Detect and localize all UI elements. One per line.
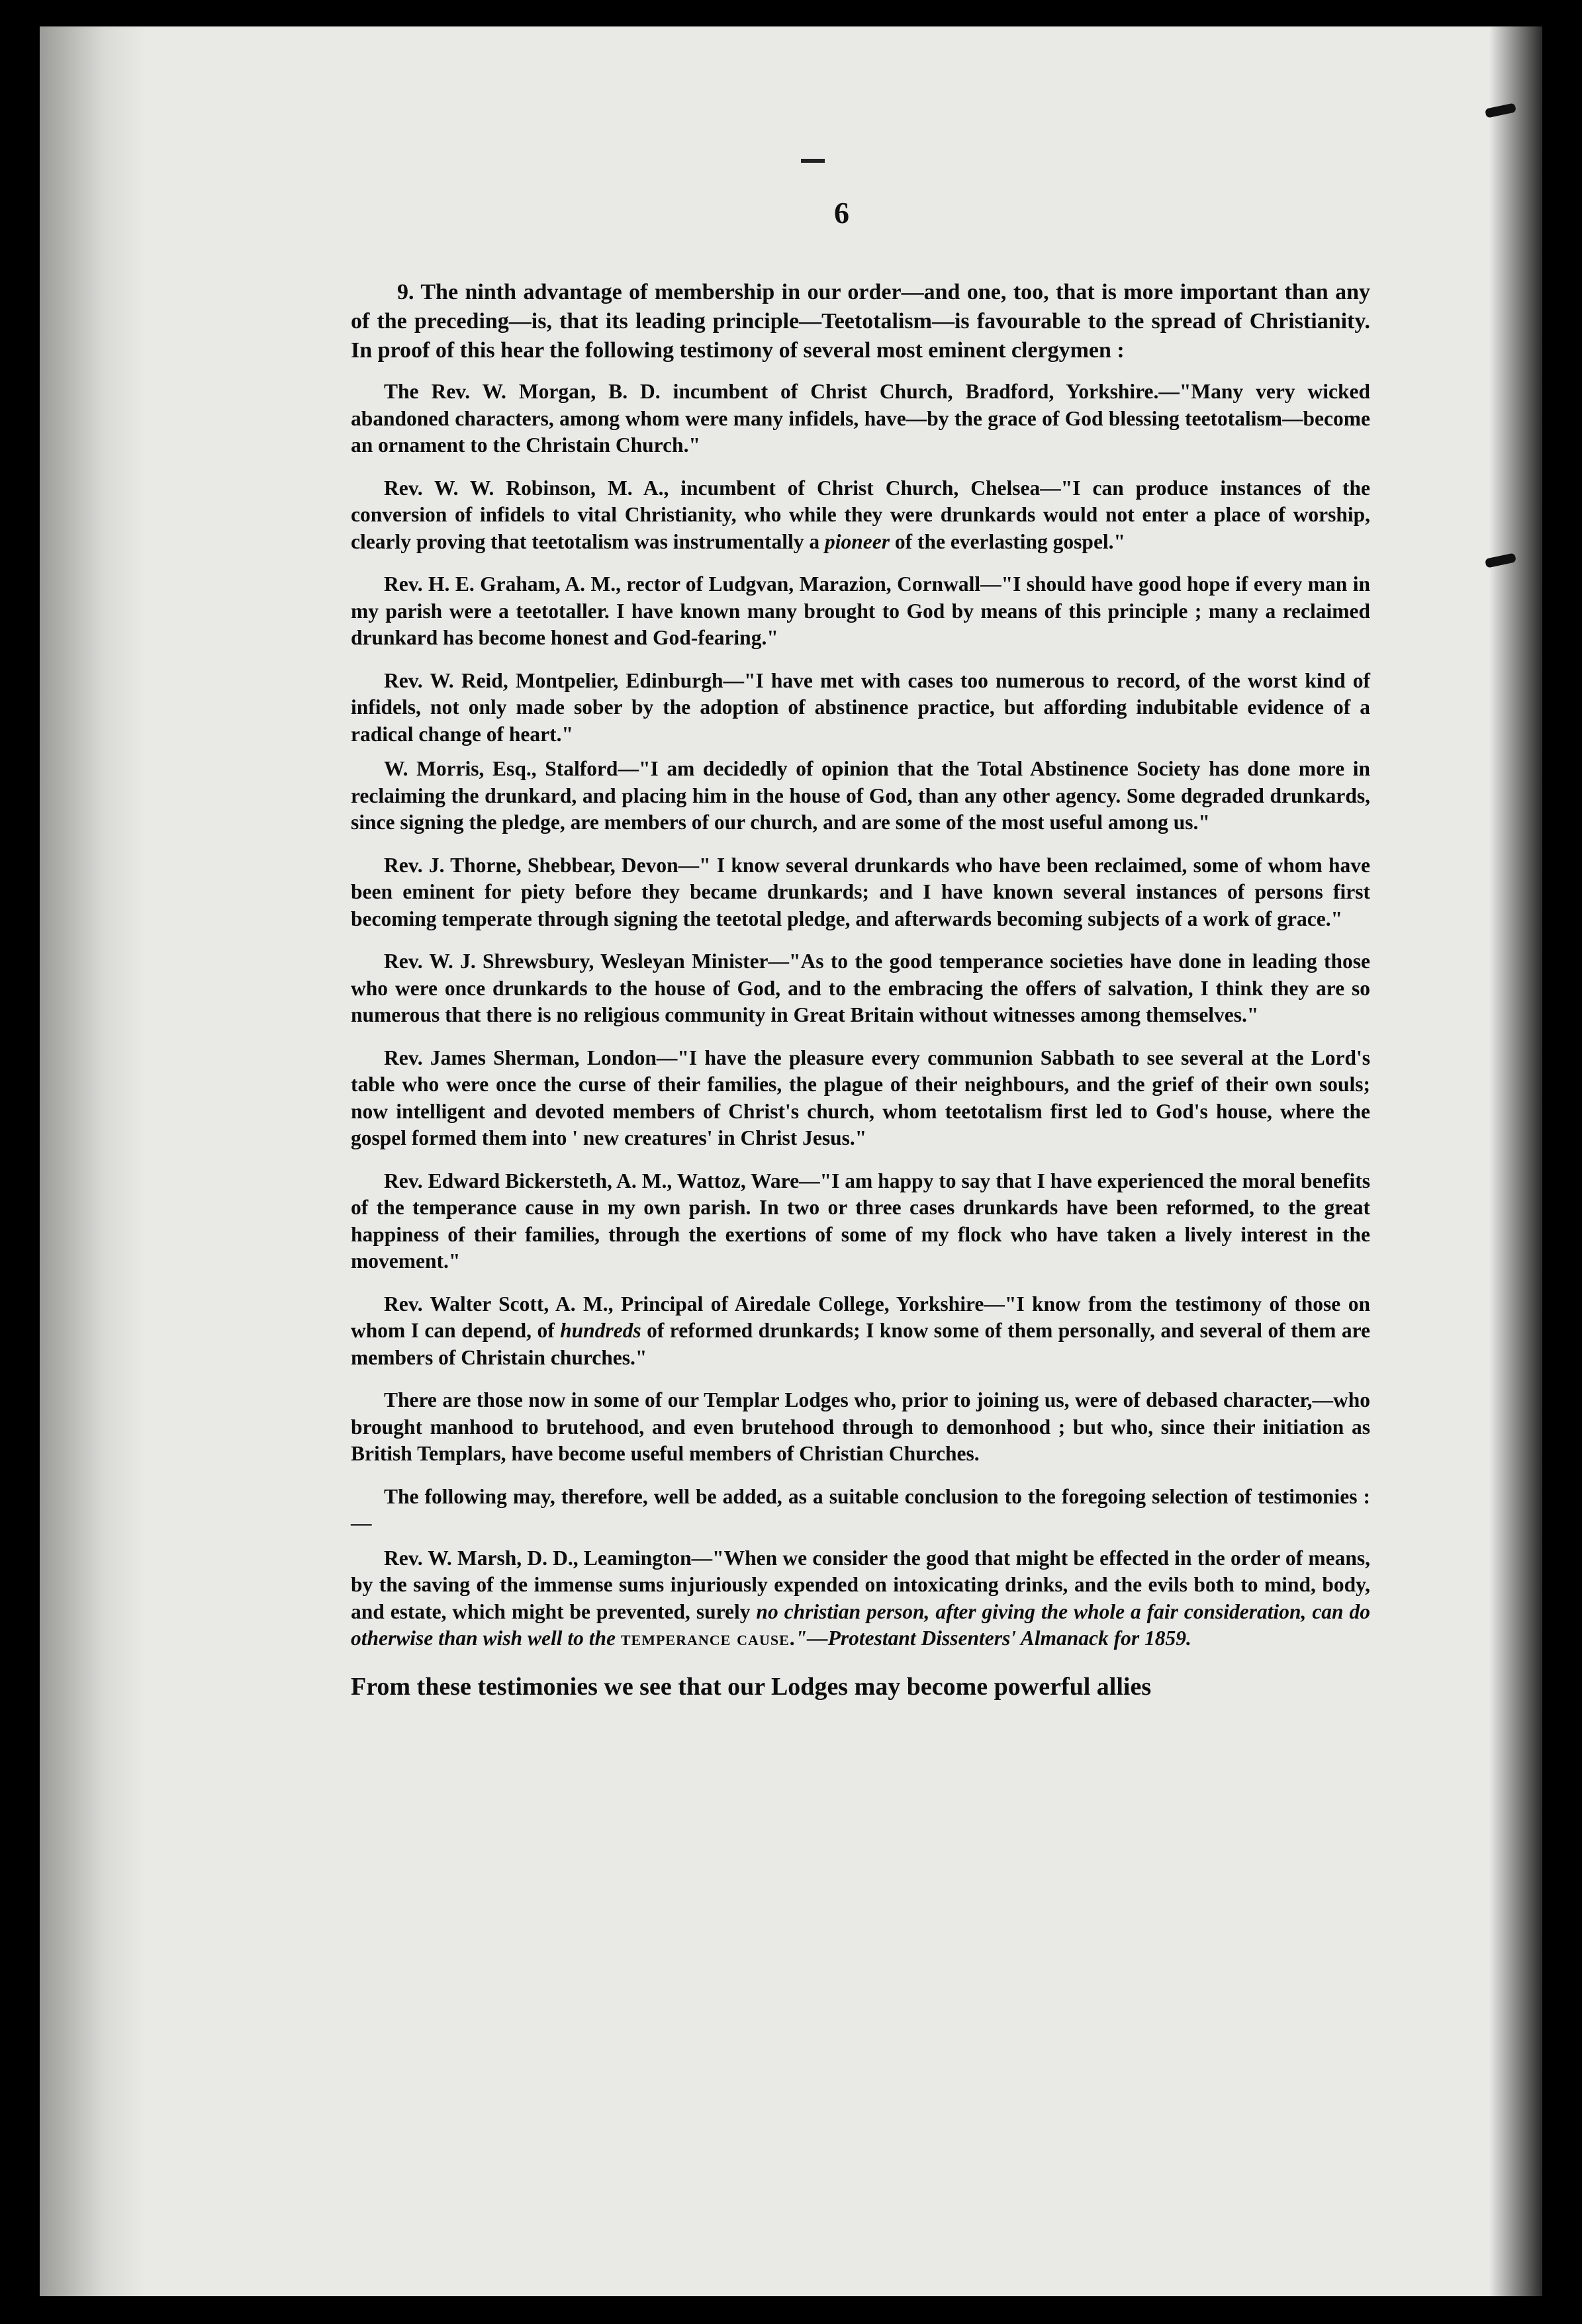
testimony-scott [351, 1291, 1370, 1372]
testimony-morris [351, 756, 1370, 836]
testimony-speaker: Rev. Edward Bickersteth, A. M., Wattoz, Ware— [384, 1169, 820, 1192]
conclusion-intro: The following may, therefore, well be added, as a suitable conclusion to the foregoing selection of testimonies :— [351, 1484, 1370, 1535]
testimony-speaker: Rev. James Sherman, London— [384, 1046, 678, 1069]
testimony-graham [351, 571, 1370, 652]
testimony-quote-end: of the everlasting gospel." [889, 529, 1126, 553]
page-number: 6 [834, 196, 849, 230]
testimony-shrewsbury [351, 948, 1370, 1029]
testimony-morgan [351, 379, 1370, 459]
testimony-quote: "I have the pleasure every communion Sabbath to see several at the Lord's table who were once the curse of their families, the plague of their neighbours, and the grief of their own souls; now intelligent and devoted members of Christ's church, whom teetotalism first led to God's house, where the gospel formed them into ' new creatures' in Christ Jesus." [351, 1046, 1370, 1149]
closing-line: From these testimonies we see that our Lodges may become powerful allies [351, 1672, 1152, 1701]
testimony-sherman [351, 1045, 1370, 1152]
testimony-quote: —"Many very wicked abandoned characters, among whom were many infidels, have—by the grace of God blessing teetotalism—become an ornament to the Christain Church." [351, 380, 1370, 457]
testimony-robinson [351, 475, 1370, 556]
testimony-quote: "I can produce instances of the conversion of infidels to vital Christianity, who while they were drunkards would not enter a place of worship, clearly proving that teetotalism was instrumentally a [351, 476, 1370, 553]
testimony-marsh [351, 1545, 1370, 1652]
testimony-speaker: Rev. W. Reid, Montpelier, Edinburgh— [384, 668, 745, 692]
testimony-speaker: Rev. W. W. Robinson, M. A., incumbent of Christ Church, Chelsea— [384, 476, 1061, 500]
testimony-quote-emphasis: pioneer [824, 529, 890, 553]
templar-paragraph: There are those now in some of our Templar Lodges who, prior to joining us, were of debased character,—who brought manhood to brutehood, and even brutehood through to demonhood ; but who, since their initiation as British Templars, have become useful members of Christian Churches. [351, 1388, 1370, 1465]
testimony-quote-emphasis: hundreds [560, 1319, 641, 1342]
temperance-cause-caps: temperance cause. [620, 1627, 796, 1650]
ink-mark [801, 159, 825, 163]
document-body [351, 278, 1370, 1703]
testimony-speaker: Rev. W. J. Shrewsbury, Wesleyan Minister— [384, 950, 790, 973]
testimony-thorne [351, 852, 1370, 933]
testimony-quote: "I should have good hope if every man in my parish were a teetotaller. I have known many brought to God by means of this principle ; many a reclaimed drunkard has become honest and God-fearing." [351, 572, 1370, 649]
testimony-speaker: W. Morris, Esq., Stalford— [384, 757, 639, 780]
scanned-page [40, 26, 1542, 2296]
testimony-quote-emphasis: no christian person, after giving the whole a fair consideration, can do otherwise than wish well to the [351, 1599, 1370, 1650]
testimony-quote: " I know several drunkards who have been reclaimed, some of whom have been eminent for piety before they became drunkards; and I have known several instances of persons first becoming temperate through signing the teetotal pledge, and afterwards becoming subjects of a work of grace." [351, 853, 1370, 930]
testimony-quote: "I have met with cases too numerous to record, of the worst kind of infidels, not only made sober by the adoption of abstinence practice, but affording indubitable evidence of a radical change of heart." [351, 668, 1370, 746]
testimony-speaker: Rev. W. Marsh, D. D., Leamington— [384, 1546, 713, 1570]
testimony-speaker: The Rev. W. Morgan, B. D. incumbent of Christ Church, Bradford, Yorkshire. [384, 380, 1159, 403]
testimony-quote: "When we consider the good that might be effected in the order of means, by the saving of the immense sums injuriously expended on intoxicating drinks, and the evils both to mind, body, and estate, which might be prevented, surely [351, 1546, 1370, 1623]
testimony-quote-end: of reformed drunkards; I know some of them personally, and several of them are members of Christain churches." [351, 1319, 1370, 1369]
page-shadow-left [40, 26, 146, 2296]
testimony-quote: "I am happy to say that I have experienced the moral benefits of the temperance cause in my own parish. In two or three cases drunkards have been reformed, to the great happiness of their families, through the exertions of some of my flock who have taken a lively interest in the movement." [351, 1169, 1371, 1273]
testimony-speaker: Rev. Walter Scott, A. M., Principal of Airedale College, Yorkshire— [384, 1292, 1005, 1316]
testimony-speaker: Rev. J. Thorne, Shebbear, Devon— [384, 853, 700, 877]
intro-paragraph: 9. The ninth advantage of membership in our order—and one, too, that is more important than any of the preceding—is, that its leading principle—Teetotalism—is favourable to the spread of Christianity. In proof of this hear the following testimony of several most eminent clergymen : [351, 280, 1370, 363]
testimony-quote: "As to the good temperance societies have done in leading those who were once drunkards to the house of God, and to the embracing the offers of salvation, I think they are so numerous that there is no religious community in Great Britain without witnesses among themselves." [351, 950, 1370, 1026]
testimony-bickersteth [351, 1168, 1370, 1275]
testimony-quote: "I know from the testimony of those on whom I can depend, of [351, 1292, 1370, 1342]
page-shadow-right [1489, 26, 1542, 2296]
testimony-reid [351, 668, 1370, 748]
testimony-quote: "I am decidedly of opinion that the Total Abstinence Society has done more in reclaiming the drunkard, and placing him in the house of God, than any other agency. Some degraded drunkards, since signing the pledge, are members of our church, and are some of the most useful among us." [351, 757, 1370, 834]
almanack-source: "—Protestant Dissenters' Almanack for 1859. [795, 1627, 1191, 1650]
testimony-speaker: Rev. H. E. Graham, A. M., rector of Ludgvan, Marazion, Cornwall— [384, 572, 1001, 596]
